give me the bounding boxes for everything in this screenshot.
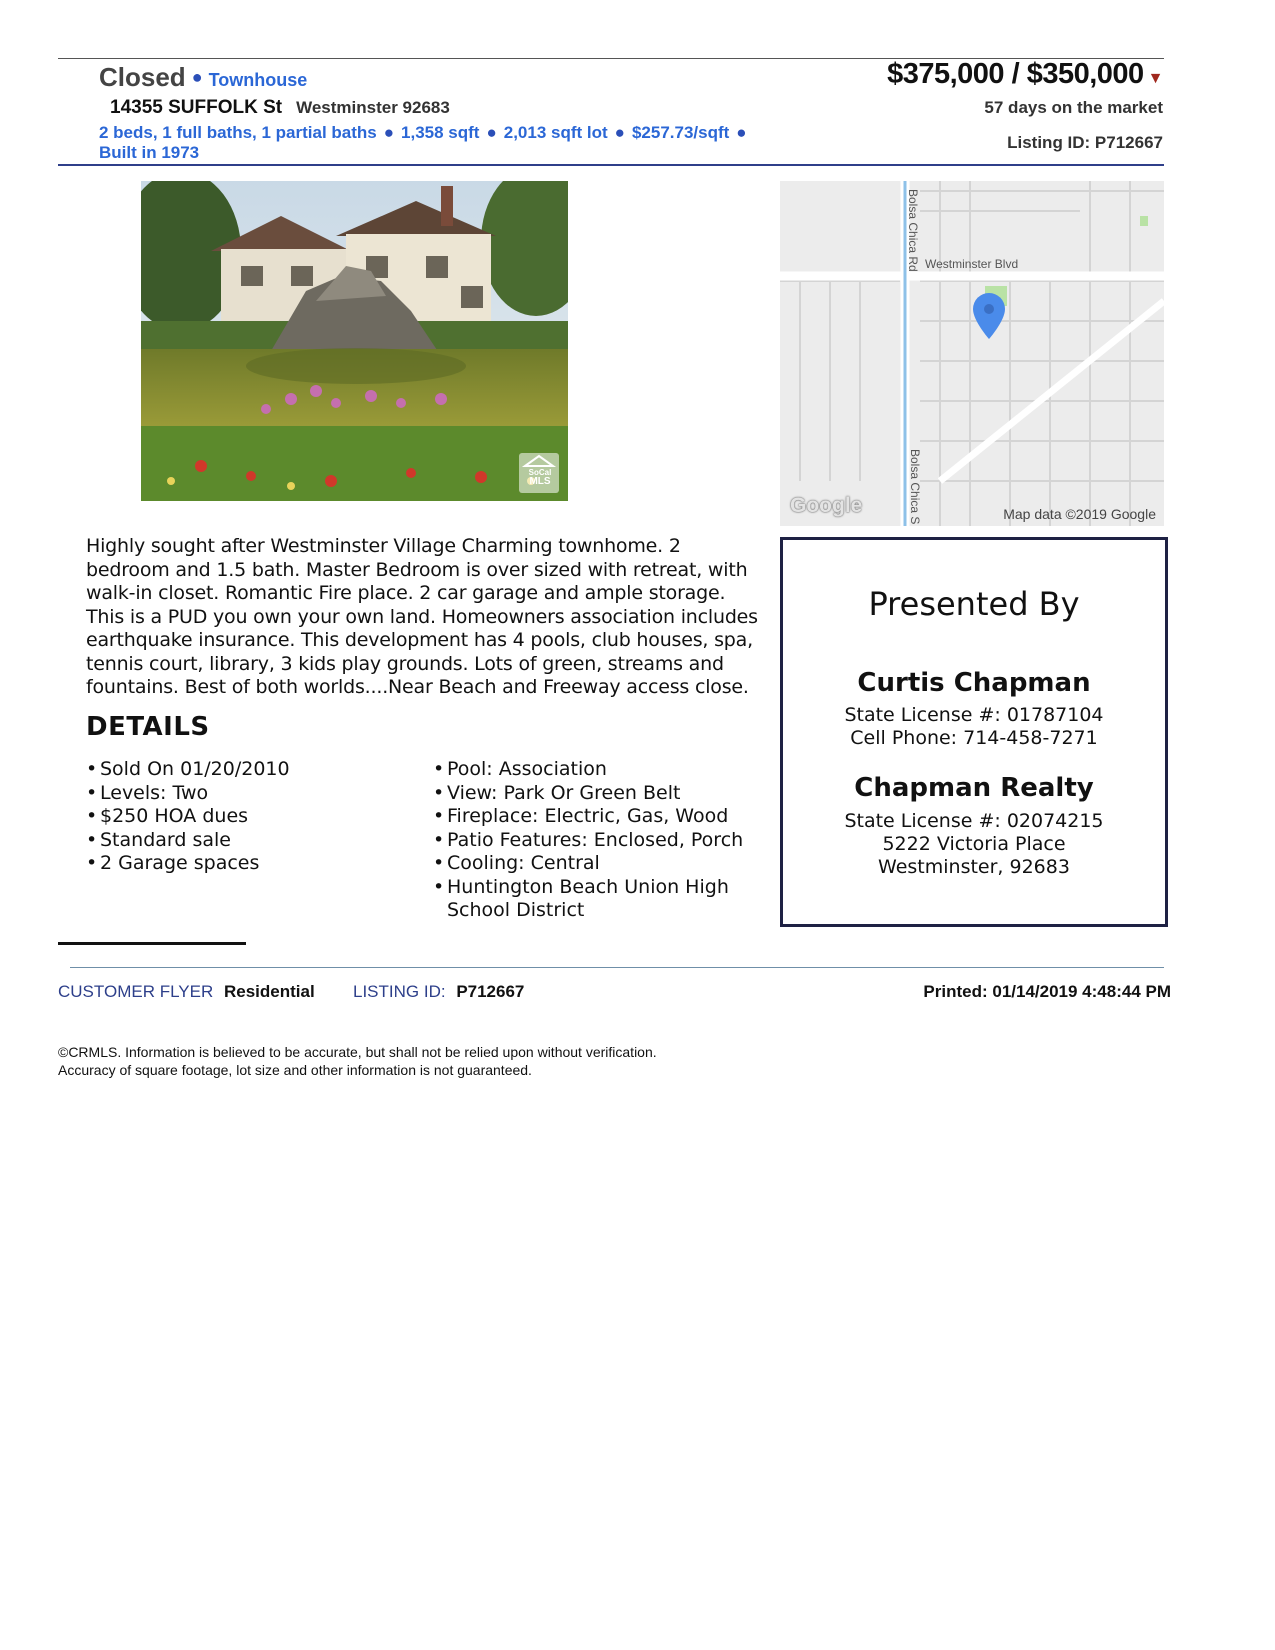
bullet-icon: ● (614, 123, 625, 142)
bullet-icon: ● (486, 123, 497, 142)
detail-item: • Levels: Two (86, 782, 416, 806)
price (887, 58, 1163, 91)
detail-item: • Standard sale (86, 829, 416, 853)
office-address: 5222 Victoria Place (882, 833, 1066, 855)
detail-item: • Huntington Beach Union High School District (433, 876, 753, 923)
office-city: Westminster, 92683 (878, 856, 1070, 878)
office-name: Chapman Realty (854, 773, 1094, 803)
detail-item: • Patio Features: Enclosed, Porch (433, 829, 753, 853)
price-per-sqft: $257.73/sqft (631, 123, 730, 142)
map-graphic (780, 181, 1164, 526)
bullet-icon: ● (736, 123, 747, 142)
google-logo: Google (790, 494, 863, 517)
property-photo (141, 181, 568, 501)
detail-item: • View: Park Or Green Belt (433, 782, 753, 806)
status-label: Closed (99, 62, 186, 92)
listing-id-value: P712667 (456, 982, 525, 1001)
agent-name: Curtis Chapman (857, 668, 1091, 698)
property-type: Townhouse (208, 70, 308, 90)
property-photo-image (141, 181, 568, 501)
detail-item: • Fireplace: Electric, Gas, Wood (433, 805, 753, 829)
location-map (780, 181, 1164, 526)
flyer-label: CUSTOMER FLYER (58, 982, 214, 1001)
road-label-bolsa-chica-bottom: Bolsa Chica S (908, 449, 922, 525)
details-heading: DETAILS (86, 712, 210, 742)
presented-by-box (780, 537, 1168, 927)
flyer-type: Residential (223, 982, 315, 1001)
road-label-westminster-blvd: Westminster Blvd (925, 257, 1019, 271)
price-value: $375,000 / $350,000 (887, 58, 1144, 90)
footer-rule (70, 967, 1164, 968)
living-sqft: 1,358 sqft (401, 123, 480, 142)
header-rule (58, 164, 1164, 166)
presented-by-heading: Presented By (868, 585, 1080, 623)
lot-size: 2,013 sqft lot (503, 123, 608, 142)
disclaimer (58, 1043, 657, 1079)
property-facts (99, 123, 839, 163)
disclaimer-line1: ©CRMLS. Information is believed to be accurate, but shall not be relied upon without verification. (58, 1044, 657, 1060)
agent-phone: Cell Phone: 714-458-7271 (850, 727, 1098, 749)
city-zip: Westminster 92683 (296, 98, 450, 117)
price-down-arrow-icon: ▼ (1147, 70, 1163, 87)
year-built: Built in 1973 (99, 143, 200, 162)
listing-description: Highly sought after Westminster Village Charming townhome. 2 bedroom and 1.5 bath. Master Bedroom is over sized with retreat, with walk-in closet. Romantic Fire place. 2 car garage and ample storage. This is a PUD you own your own land. Homeowners association includes earthquake insurance. This development has 4 pools, club houses, spa, tennis court, library, 3 kids play grounds. Lots of green, streams and fountains. Best of both worlds....Near Beach and Freeway access close. (86, 535, 758, 698)
detail-item: • $250 HOA dues (86, 805, 416, 829)
footer-listing-id (353, 982, 524, 1002)
road-label-bolsa-chica-top: Bolsa Chica Rd (906, 189, 920, 272)
detail-item: • Pool: Association (433, 758, 753, 782)
office-license: State License #: 02074215 (844, 810, 1104, 832)
map-attribution: Map data ©2019 Google (1003, 506, 1156, 522)
address-line (110, 97, 450, 119)
mls-badge-line1: SoCal (528, 468, 552, 477)
detail-item: • Cooling: Central (433, 852, 753, 876)
footer-flyer (58, 982, 315, 1002)
detail-item: • 2 Garage spaces (86, 852, 416, 876)
listing-id-label: LISTING ID: (353, 982, 446, 1001)
street-address: 14355 SUFFOLK St (110, 97, 283, 118)
printed-timestamp: Printed: 01/14/2019 4:48:44 PM (923, 982, 1171, 1001)
beds-baths: 2 beds, 1 full baths, 1 partial baths (99, 123, 377, 142)
listing-id: Listing ID: P712667 (1007, 133, 1163, 152)
bullet-icon: ● (191, 67, 203, 87)
details-list-right (433, 758, 753, 923)
details-list-left (86, 758, 416, 876)
mls-badge (521, 468, 559, 486)
mls-badge-line2: MLS (529, 476, 551, 487)
disclaimer-line2: Accuracy of square footage, lot size and other information is not guaranteed. (58, 1062, 532, 1078)
section-divider (58, 942, 246, 945)
bullet-icon: ● (383, 123, 395, 142)
days-on-market: 57 days on the market (984, 98, 1163, 117)
listing-status-line (99, 62, 307, 93)
agent-license: State License #: 01787104 (844, 704, 1104, 726)
detail-item: • Sold On 01/20/2010 (86, 758, 416, 782)
